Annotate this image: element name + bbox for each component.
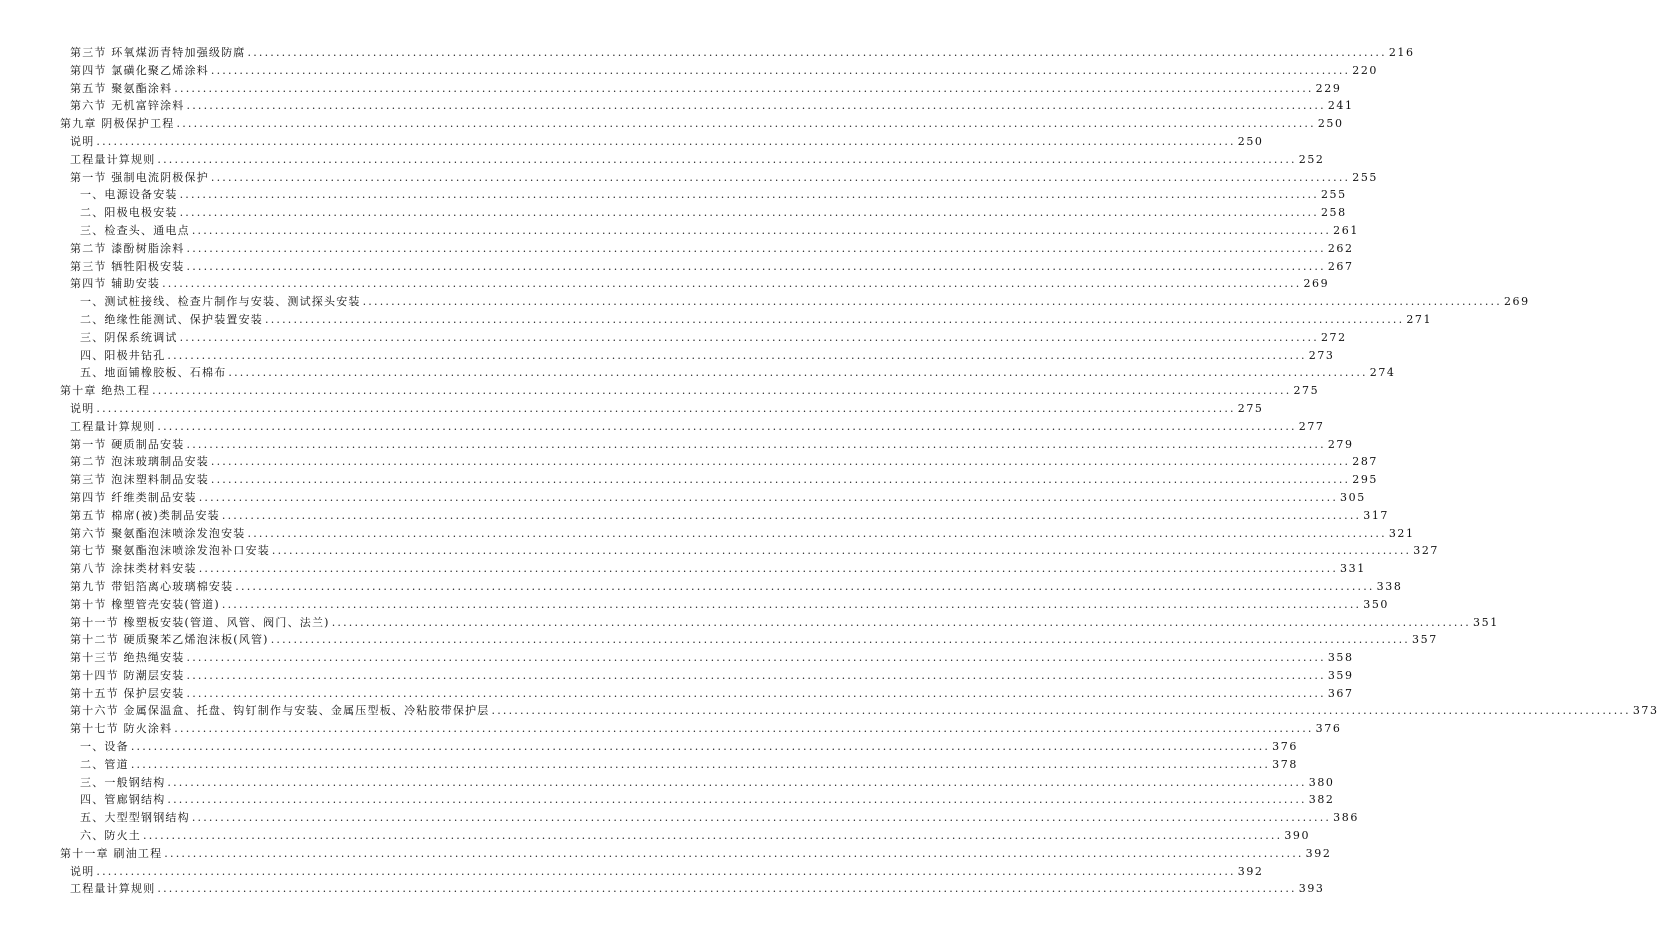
dot-leader: ........................................................................................................................................................................................................ <box>186 686 1326 700</box>
toc-entry-page-number: 250 <box>1237 134 1264 148</box>
toc-entry <box>0 400 1264 418</box>
toc-entry <box>0 649 1354 667</box>
toc-entry-page-number: 275 <box>1293 384 1320 398</box>
toc-entry <box>0 542 1440 560</box>
toc-entry-page-number: 252 <box>1298 152 1325 166</box>
toc-entry <box>0 685 1354 703</box>
toc-entry-page-number: 241 <box>1327 99 1354 113</box>
toc-entry-title: 一、设备 <box>80 740 129 754</box>
toc-entry <box>0 133 1264 151</box>
toc-entry <box>0 756 1298 774</box>
toc-entry <box>0 560 1366 578</box>
dot-leader: ........................................................................................................................................................................................................ <box>221 508 1362 522</box>
dot-leader: ........................................................................................................................................................................................................ <box>270 633 1411 647</box>
toc-entry-page-number: 390 <box>1284 829 1311 843</box>
toc-entry <box>0 151 1325 169</box>
dot-leader: ........................................................................................................................................................................................................ <box>157 152 1297 166</box>
dot-leader: ........................................................................................................................................................................................................ <box>198 562 1339 576</box>
toc-entry-title: 第十三节 绝热绳安装 <box>70 651 185 665</box>
toc-entry <box>0 97 1354 115</box>
toc-entry-title: 工程量计算规则 <box>70 882 156 896</box>
toc-entry-title: 说明 <box>70 401 95 415</box>
toc-entry <box>0 382 1320 400</box>
dot-leader: ........................................................................................................................................................................................................ <box>191 811 1332 825</box>
toc-entry <box>0 471 1379 489</box>
toc-entry <box>0 418 1325 436</box>
toc-entry-page-number: 373 <box>1632 704 1659 718</box>
toc-entry <box>0 738 1298 756</box>
toc-entry-title: 五、地面铺橡胶板、石棉布 <box>80 366 227 380</box>
dot-leader: ........................................................................................................................................................................................................ <box>152 384 1292 398</box>
dot-leader: ........................................................................................................................................................................................................ <box>491 704 1631 718</box>
toc-entry <box>0 489 1366 507</box>
toc-entry-page-number: 255 <box>1320 188 1347 202</box>
toc-entry-page-number: 327 <box>1413 544 1440 558</box>
toc-entry-title: 第四节 纤维类制品安装 <box>70 490 197 504</box>
dot-leader: ........................................................................................................................................................................................................ <box>247 526 1387 540</box>
toc-entry-page-number: 393 <box>1298 882 1325 896</box>
toc-entry <box>0 791 1335 809</box>
toc-entry <box>0 44 1415 62</box>
toc-entry-title: 第一节 硬质制品安装 <box>70 437 185 451</box>
dot-leader: ........................................................................................................................................................................................................ <box>210 473 1351 487</box>
toc-entry <box>0 222 1359 240</box>
toc-entry-page-number: 378 <box>1272 757 1298 771</box>
toc-entry-title: 第十四节 防潮层安装 <box>70 668 185 682</box>
dot-leader: ........................................................................................................................................................................................................ <box>228 366 1368 380</box>
toc-entry-title: 说明 <box>70 134 95 148</box>
toc-entry <box>0 329 1347 347</box>
toc-entry-page-number: 358 <box>1327 651 1354 665</box>
toc-entry-title: 第九章 阴极保护工程 <box>60 117 175 131</box>
toc-entry-page-number: 287 <box>1352 455 1379 469</box>
dot-leader: ........................................................................................................................................................................................................ <box>179 206 1319 220</box>
toc-entry-title: 第六节 无机富锌涂料 <box>70 99 185 113</box>
toc-entry-title: 第五节 棉席(被)类制品安装 <box>70 508 220 522</box>
toc-entry <box>0 311 1433 329</box>
toc-entry-title: 第十节 橡塑管壳安装(管道) <box>70 597 220 611</box>
toc-entry <box>0 863 1264 881</box>
toc-entry-title: 第十一章 刷油工程 <box>60 846 163 860</box>
dot-leader: ........................................................................................................................................................................................................ <box>162 277 1302 291</box>
dot-leader: ........................................................................................................................................................................................................ <box>186 651 1326 665</box>
toc-entry <box>0 614 1499 632</box>
toc-entry-title: 说明 <box>70 864 95 878</box>
toc-entry-page-number: 357 <box>1412 633 1438 647</box>
toc-entry-title: 二、管道 <box>80 757 129 771</box>
toc-entry <box>0 720 1342 738</box>
toc-entry-page-number: 229 <box>1315 81 1342 95</box>
toc-entry <box>0 880 1325 898</box>
toc-entry <box>0 364 1396 382</box>
toc-entry-page-number: 376 <box>1272 740 1298 754</box>
toc-entry-title: 第一节 强制电流阴极保护 <box>70 170 209 184</box>
dot-leader: ........................................................................................................................................................................................................ <box>198 490 1339 504</box>
toc-entry-title: 第四节 氯磺化聚乙烯涂料 <box>70 63 209 77</box>
toc-entry <box>0 845 1332 863</box>
toc-entry-page-number: 262 <box>1327 241 1354 255</box>
toc-entry-title: 三、检查头、通电点 <box>80 223 190 237</box>
dot-leader: ........................................................................................................................................................................................................ <box>186 437 1326 451</box>
dot-leader: ........................................................................................................................................................................................................ <box>174 722 1314 736</box>
toc-entry-title: 第二节 漆酚树脂涂料 <box>70 241 185 255</box>
dot-leader: ........................................................................................................................................................................................................ <box>174 81 1314 95</box>
toc-entry <box>0 507 1390 525</box>
dot-leader: ........................................................................................................................................................................................................ <box>210 455 1351 469</box>
toc-entry-page-number: 351 <box>1473 615 1499 629</box>
toc-entry-page-number: 269 <box>1303 277 1330 291</box>
dot-leader: ........................................................................................................................................................................................................ <box>331 615 1472 629</box>
toc-entry-page-number: 380 <box>1308 775 1335 789</box>
dot-leader: ........................................................................................................................................................................................................ <box>130 757 1271 771</box>
toc-entry-page-number: 338 <box>1376 579 1403 593</box>
toc-entry-title: 六、防火土 <box>80 829 141 843</box>
toc-entry-title: 三、阴保系统调试 <box>80 330 178 344</box>
toc-entry <box>0 827 1311 845</box>
dot-leader: ........................................................................................................................................................................................................ <box>210 63 1351 77</box>
dot-leader: ........................................................................................................................................................................................................ <box>167 775 1307 789</box>
toc-entry <box>0 809 1359 827</box>
toc-entry-title: 第十二节 硬质聚苯乙烯泡沫板(风管) <box>70 633 269 647</box>
toc-entry <box>0 347 1335 365</box>
toc-entry-page-number: 255 <box>1352 170 1379 184</box>
toc-entry-page-number: 359 <box>1327 668 1354 682</box>
toc-entry <box>0 293 1530 311</box>
dot-leader: ........................................................................................................................................................................................................ <box>186 259 1326 273</box>
dot-leader: ........................................................................................................................................................................................................ <box>191 223 1332 237</box>
toc-entry-title: 第四节 辅助安装 <box>70 277 161 291</box>
toc-entry-page-number: 305 <box>1340 490 1366 504</box>
toc-entry-title: 一、测试桩接线、检查片制作与安装、测试探头安装 <box>80 295 361 309</box>
toc-entry-page-number: 295 <box>1352 473 1379 487</box>
toc-entry-title: 第十七节 防火涂料 <box>70 722 173 736</box>
dot-leader: ........................................................................................................................................................................................................ <box>143 829 1283 843</box>
toc-entry <box>0 774 1335 792</box>
toc-entry <box>0 453 1379 471</box>
toc-entry-title: 第五节 聚氨酯涂料 <box>70 81 173 95</box>
toc-entry-page-number: 279 <box>1327 437 1354 451</box>
toc-entry-title: 第六节 聚氨酯泡沫喷涂发泡安装 <box>70 526 246 540</box>
toc-entry-page-number: 392 <box>1305 846 1332 860</box>
toc-entry-title: 第十五节 保护层安装 <box>70 686 185 700</box>
toc-entry <box>0 578 1403 596</box>
toc-entry-page-number: 275 <box>1237 401 1264 415</box>
toc-entry-page-number: 317 <box>1363 508 1390 522</box>
toc-entry-page-number: 216 <box>1388 46 1415 59</box>
toc-entry-page-number: 382 <box>1308 793 1335 807</box>
toc-entry-title: 二、绝缘性能测试、保护装置安装 <box>80 312 263 326</box>
toc-entry-title: 第十章 绝热工程 <box>60 384 151 398</box>
dot-leader: ........................................................................................................................................................................................................ <box>164 846 1304 860</box>
dot-leader: ........................................................................................................................................................................................................ <box>179 330 1319 344</box>
toc-entry-title: 第九节 带铝箔离心玻璃棉安装 <box>70 579 234 593</box>
dot-leader: ........................................................................................................................................................................................................ <box>167 348 1307 362</box>
toc-entry <box>0 204 1347 222</box>
toc-entry <box>0 115 1344 133</box>
toc-entry-page-number: 258 <box>1320 206 1347 220</box>
dot-leader: ........................................................................................................................................................................................................ <box>130 740 1271 754</box>
toc-entry-title: 第七节 聚氨酯泡沫喷涂发泡补口安装 <box>70 544 270 558</box>
toc-entry <box>0 436 1354 454</box>
dot-leader: ........................................................................................................................................................................................................ <box>186 668 1326 682</box>
dot-leader: ........................................................................................................................................................................................................ <box>265 312 1405 326</box>
toc-entry-title: 三、一般钢结构 <box>80 775 166 789</box>
toc-entry <box>0 525 1415 543</box>
toc-entry-page-number: 220 <box>1352 63 1379 77</box>
toc-entry-page-number: 267 <box>1327 259 1354 273</box>
toc-entry-page-number: 350 <box>1363 597 1390 611</box>
dot-leader: ........................................................................................................................................................................................................ <box>176 117 1316 131</box>
toc-entry-page-number: 261 <box>1333 223 1359 237</box>
dot-leader: ........................................................................................................................................................................................................ <box>362 295 1502 309</box>
toc-entry <box>0 667 1354 685</box>
toc-entry <box>0 80 1342 98</box>
toc-entry-page-number: 277 <box>1298 419 1325 433</box>
toc-entry-title: 第三节 牺牲阳极安装 <box>70 259 185 273</box>
toc-entry <box>0 596 1390 614</box>
toc-entry-page-number: 250 <box>1317 117 1344 131</box>
toc-entry-page-number: 321 <box>1388 526 1415 540</box>
toc-entry-title: 四、阳极井钻孔 <box>80 348 166 362</box>
toc-entry-page-number: 274 <box>1369 366 1396 380</box>
toc-entry <box>0 240 1354 258</box>
toc-entry <box>0 258 1354 276</box>
toc-entry-title: 四、管廊钢结构 <box>80 793 166 807</box>
dot-leader: ........................................................................................................................................................................................................ <box>157 419 1297 433</box>
toc-entry-page-number: 376 <box>1315 722 1342 736</box>
toc-entry <box>0 631 1438 649</box>
toc-entry-title: 一、电源设备安装 <box>80 188 178 202</box>
toc-entry <box>0 169 1379 187</box>
toc-entry <box>0 275 1330 293</box>
toc-entry-title: 二、阳极电极安装 <box>80 206 178 220</box>
toc-entry-title: 第十六节 金属保温盒、托盘、钩钉制作与安装、金属压型板、冷粘胶带保护层 <box>70 704 490 718</box>
toc-entry <box>0 62 1379 80</box>
dot-leader: ........................................................................................................................................................................................................ <box>96 401 1236 415</box>
toc-entry-title: 工程量计算规则 <box>70 152 156 166</box>
toc-entry-page-number: 392 <box>1237 864 1264 878</box>
dot-leader: ........................................................................................................................................................................................................ <box>271 544 1412 558</box>
dot-leader: ........................................................................................................................................................................................................ <box>221 597 1362 611</box>
dot-leader: ........................................................................................................................................................................................................ <box>186 99 1326 113</box>
toc-entry-title: 第十一节 橡塑板安装(管道、风管、阀门、法兰) <box>70 615 330 629</box>
dot-leader: ........................................................................................................................................................................................................ <box>96 134 1236 148</box>
dot-leader: ........................................................................................................................................................................................................ <box>186 241 1326 255</box>
dot-leader: ........................................................................................................................................................................................................ <box>179 188 1319 202</box>
toc-entry <box>0 702 1659 720</box>
dot-leader: ........................................................................................................................................................................................................ <box>157 882 1297 896</box>
toc-entry-title: 工程量计算规则 <box>70 419 156 433</box>
toc-entry-title: 第三节 泡沫塑料制品安装 <box>70 473 209 487</box>
toc-entry-title: 第二节 泡沫玻璃制品安装 <box>70 455 209 469</box>
dot-leader: ........................................................................................................................................................................................................ <box>96 864 1236 878</box>
toc-entry-page-number: 386 <box>1333 811 1359 825</box>
toc-entry-page-number: 271 <box>1406 312 1433 326</box>
table-of-contents <box>0 44 1659 898</box>
dot-leader: ........................................................................................................................................................................................................ <box>167 793 1307 807</box>
dot-leader: ........................................................................................................................................................................................................ <box>247 46 1387 59</box>
toc-entry-page-number: 272 <box>1320 330 1347 344</box>
toc-entry-title: 第八节 涂抹类材料安装 <box>70 562 197 576</box>
dot-leader: ........................................................................................................................................................................................................ <box>210 170 1351 184</box>
toc-entry-title: 五、大型型钢钢结构 <box>80 811 190 825</box>
toc-entry-page-number: 273 <box>1308 348 1335 362</box>
dot-leader: ........................................................................................................................................................................................................ <box>235 579 1375 593</box>
toc-entry-page-number: 367 <box>1327 686 1354 700</box>
toc-entry-title: 第三节 环氧煤沥青特加强级防腐 <box>70 46 246 59</box>
toc-entry <box>0 186 1347 204</box>
toc-entry-page-number: 331 <box>1340 562 1366 576</box>
toc-entry-page-number: 269 <box>1503 295 1530 309</box>
